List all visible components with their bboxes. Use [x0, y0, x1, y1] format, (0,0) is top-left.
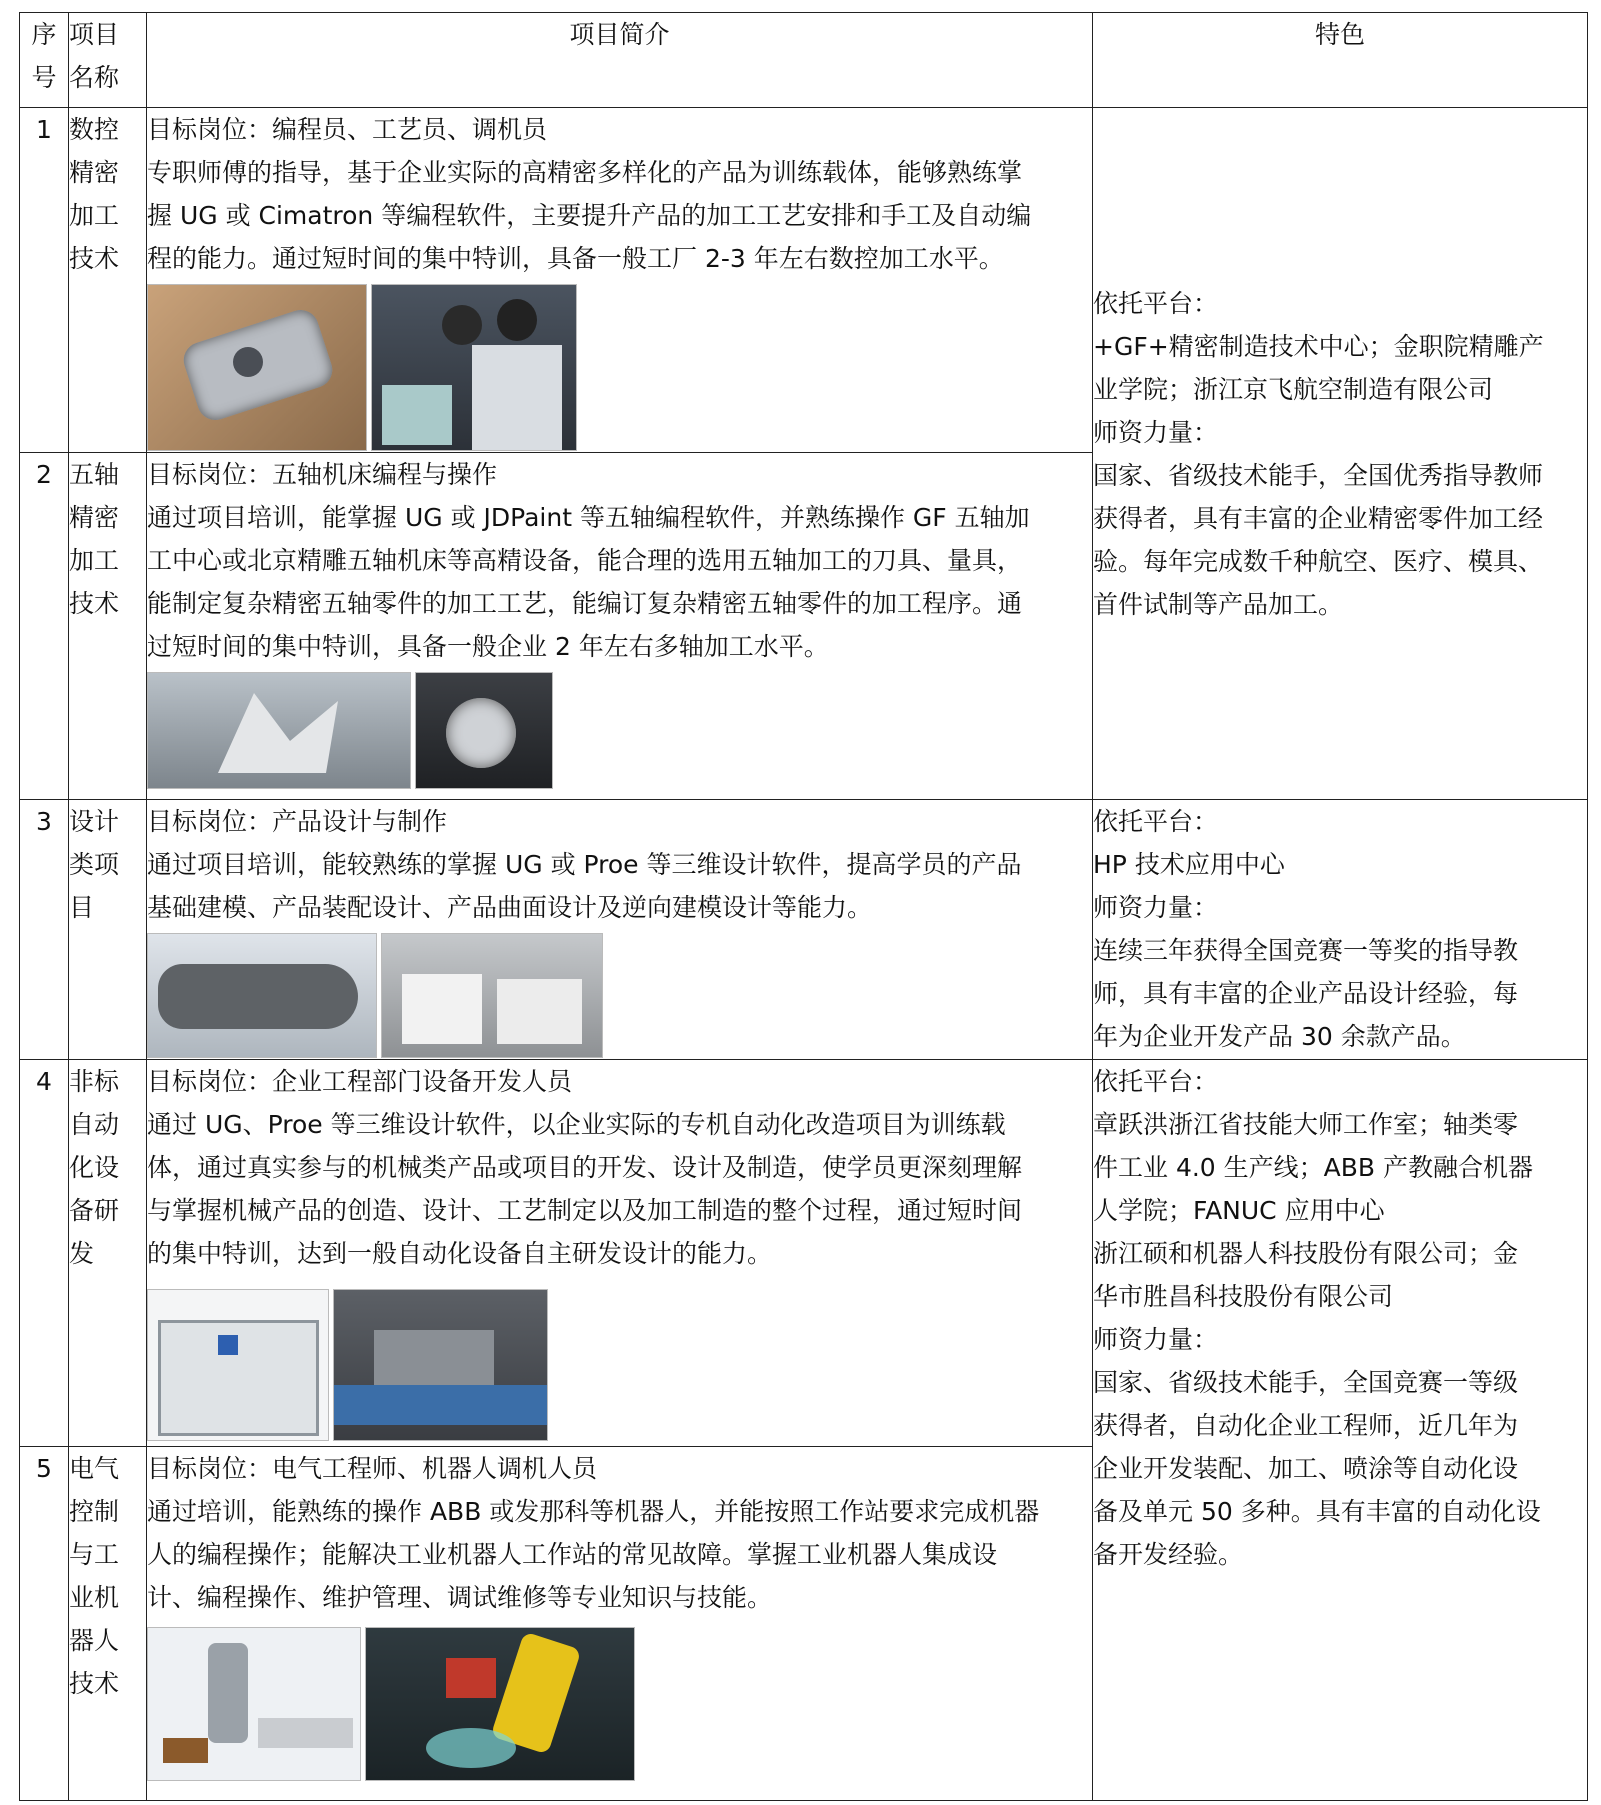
row-desc: 目标岗位：电气工程师、机器人调机人员 通过培训，能熟练的操作 ABB 或发那科等机器人，并能按照工作站要求完成机器 人的编程操作；能解决工业机器人工作站的常见故障。掌握工业机器人集成设 计、编程操作、维护管理、调试维修等专业知识与技能。	[147, 1447, 1093, 1801]
header-feature: 特色	[1093, 13, 1588, 108]
row-num: 4	[20, 1060, 69, 1447]
row-num: 5	[20, 1447, 69, 1801]
robot-palletizing-render	[147, 1627, 361, 1781]
row-desc: 目标岗位：五轴机床编程与操作 通过项目培训，能掌握 UG 或 JDPaint 等五轴编程软件，并熟练操作 GF 五轴加 工中心或北京精雕五轴机床等高精设备，能合理的选用五轴加工的刀具、量具， 能制定复杂精密五轴零件的加工工艺，能编订复杂精密五轴零件的加工程序。通 过短时间的集中特训，具备一般企业 2 年左右多轴加工水平。	[147, 453, 1093, 800]
row-images	[147, 672, 1092, 789]
header-num: 序 号	[20, 13, 69, 108]
row-name: 五轴 精密 加工 技术	[69, 453, 147, 800]
feature-cell: 依托平台： 章跃洪浙江省技能大师工作室；轴类零 件工业 4.0 生产线；ABB 产教融合机器 人学院；FANUC 应用中心 浙江硕和机器人科技股份有限公司；金 华市胜昌科技股份有限公司 师资力量： 国家、省级技术能手，全国竞赛一等级 获得者，自动化企业工程师，近几年为 企业开发装配、加工、喷涂等自动化设 备及单元 50 多种。具有丰富的自动化设 备开发经验。	[1093, 1060, 1588, 1801]
five-axis-parts-photo	[147, 672, 411, 789]
impeller-machining-photo	[415, 672, 553, 789]
row-desc: 目标岗位：产品设计与制作 通过项目培训，能较熟练的掌握 UG 或 Proe 等三维设计软件，提高学员的产品 基础建模、产品装配设计、产品曲面设计及逆向建模设计等能力。	[147, 800, 1093, 1060]
row-images	[147, 1627, 1092, 1781]
row-num: 1	[20, 108, 69, 453]
row-name: 非标 自动 化设 备研 发	[69, 1060, 147, 1447]
table-row	[20, 800, 1588, 1060]
row-num: 3	[20, 800, 69, 1060]
row-desc: 目标岗位：企业工程部门设备开发人员 通过 UG、Proe 等三维设计软件，以企业实际的专机自动化改造项目为训练载 体，通过真实参与的机械类产品或项目的开发、设计及制造，使学员更深刻理解 与掌握机械产品的创造、设计、工艺制定以及加工制造的整个过程，通过短时间 的集中特训，达到一般自动化设备自主研发设计的能力。	[147, 1060, 1093, 1447]
printed-engine-model-photo	[147, 933, 377, 1058]
header-name: 项目 名称	[69, 13, 147, 108]
row-name: 电气 控制 与工 业机 器人 技术	[69, 1447, 147, 1801]
feature-cell: 依托平台： HP 技术应用中心 师资力量： 连续三年获得全国竞赛一等奖的指导教 师，具有丰富的企业产品设计经验，每 年为企业开发产品 30 余款产品。	[1093, 800, 1588, 1060]
table-row	[20, 108, 1588, 453]
project-table	[19, 12, 1588, 1801]
table-row	[20, 1060, 1588, 1447]
row-num: 2	[20, 453, 69, 800]
fanuc-welding-robot-photo	[365, 1627, 635, 1781]
machined-part-photo	[147, 284, 367, 451]
production-line-photo	[333, 1289, 548, 1441]
row-images	[147, 933, 1092, 1058]
row-name: 设计 类项 目	[69, 800, 147, 1060]
header-desc: 项目简介	[147, 13, 1093, 108]
row-images	[147, 284, 1092, 451]
row-desc: 目标岗位：编程员、工艺员、调机员 专职师傅的指导，基于企业实际的高精密多样化的产品为训练载体，能够熟练掌 握 UG 或 Cimatron 等编程软件，主要提升产品的加工工艺安排和手工及自动编 程的能力。通过短时间的集中特训，具备一般工厂 2-3 年左右数控加工水平。	[147, 108, 1093, 453]
row-name: 数控 精密 加工 技术	[69, 108, 147, 453]
table-header-row	[20, 13, 1588, 108]
row-images	[147, 1289, 1092, 1441]
feature-cell: 依托平台： +GF+精密制造技术中心；金职院精雕产 业学院；浙江京飞航空制造有限公司 师资力量： 国家、省级技术能手，全国优秀指导教师 获得者，具有丰富的企业精密零件加工经 验。每年完成数千种航空、医疗、模具、 首件试制等产品加工。	[1093, 108, 1588, 800]
automation-cad-render	[147, 1289, 329, 1441]
hp-printers-photo	[381, 933, 603, 1058]
trainees-at-machine-photo	[371, 284, 577, 451]
